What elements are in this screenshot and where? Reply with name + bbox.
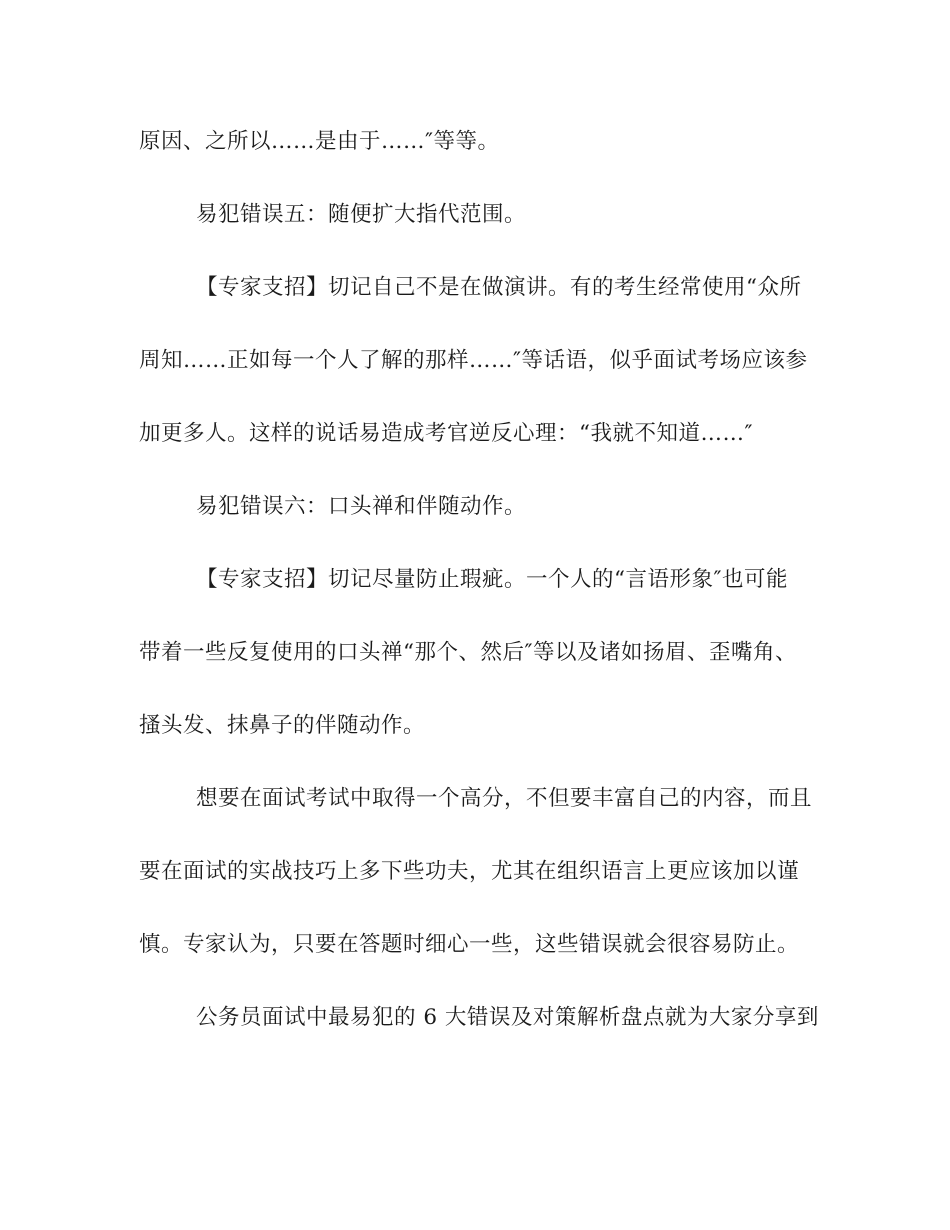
text-line: 周知……正如每一个人了解的那样……″等话语，似乎面试考场应该参 <box>139 348 808 373</box>
text-line: 带着一些反复使用的口头禅“那个、然后″等以及诸如扬眉、歪嘴角、 <box>139 640 798 665</box>
text-line: 想要在面试考试中取得一个高分，不但要丰富自己的内容，而且 <box>196 786 813 811</box>
document-body <box>139 118 819 1067</box>
text-line: 公务员面试中最易犯的 6 大错误及对策解析盘点就为大家分享到 <box>196 1005 819 1030</box>
text-line: 加更多人。这样的说话易造成考官逆反心理：“我就不知道……″ <box>139 421 754 446</box>
text-line: 易犯错误五：随便扩大指代范围。 <box>196 202 527 227</box>
text-line: 【专家支招】切记尽量防止瑕疵。一个人的“言语形象″也可能 <box>196 567 789 592</box>
text-line: 【专家支招】切记自己不是在做演讲。有的考生经常使用“众所 <box>196 275 802 300</box>
text-line: 原因、之所以……是由于……″等等。 <box>139 129 500 154</box>
text-line: 搔头发、抹鼻子的伴随动作。 <box>139 713 426 738</box>
text-line: 慎。专家认为，只要在答题时细心一些，这些错误就会很容易防止。 <box>139 932 800 957</box>
text-line: 要在面试的实战技巧上多下些功夫，尤其在组织语言上更应该加以谨 <box>139 859 800 884</box>
text-line: 易犯错误六：口头禅和伴随动作。 <box>196 494 527 519</box>
